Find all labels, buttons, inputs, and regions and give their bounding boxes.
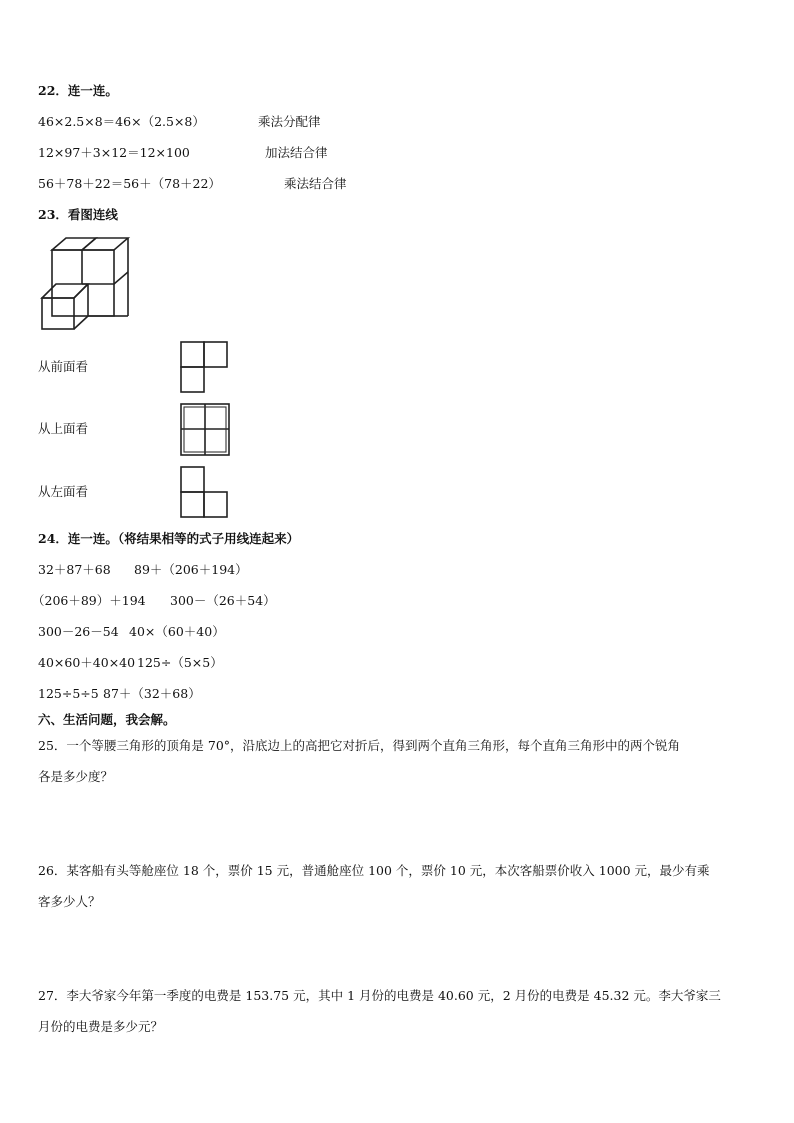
- q22-law-1: 乘法分配律: [258, 114, 321, 129]
- view-label-front: 从前面看: [38, 359, 89, 374]
- question-27-line-2: 月份的电费是多少元？: [38, 1019, 164, 1034]
- question-23-title: 23．看图连线: [38, 207, 118, 222]
- left-view-shape-icon: [180, 466, 230, 518]
- q22-expression-3: 56＋78＋22＝56＋（78＋22）: [38, 176, 221, 191]
- q24-left-4: 40×60＋40×40: [38, 655, 136, 670]
- question-22-title: 22．连一连。: [38, 83, 118, 98]
- question-26-line-1: 26．某客船有头等舱座位 18 个，票价 15 元，普通舱座位 100 个，票价 10 元，本次客船票价收入 1000 元，最少有乘: [38, 863, 710, 878]
- q24-right-4: 125÷（5×5）: [137, 655, 223, 670]
- question-26-line-2: 客多少人？: [38, 894, 101, 909]
- q24-left-3: 300－26－54: [38, 624, 119, 639]
- q24-left-5: 125÷5÷5: [38, 686, 99, 701]
- q24-left-2: （206＋89）＋194: [32, 593, 146, 608]
- q22-law-2: 加法结合律: [265, 145, 328, 160]
- view-label-left: 从左面看: [38, 484, 89, 499]
- q22-expression-1: 46×2.5×8＝46×（2.5×8）: [38, 114, 205, 129]
- question-24-title: 24．连一连。（将结果相等的式子用线连起来）: [38, 531, 300, 546]
- front-view-shape-icon: [180, 341, 230, 393]
- question-25-line-2: 各是多少度？: [38, 769, 114, 784]
- view-label-top: 从上面看: [38, 421, 89, 436]
- q24-right-2: 300－（26＋54）: [170, 593, 276, 608]
- q24-right-3: 40×（60＋40）: [129, 624, 225, 639]
- top-view-shape-icon: [180, 403, 232, 457]
- question-25-line-1: 25．一个等腰三角形的顶角是 70°，沿底边上的高把它对折后，得到两个直角三角形，每个直角三角形中的两个锐角: [38, 738, 681, 753]
- q22-law-3: 乘法结合律: [284, 176, 347, 191]
- q24-right-5: 87＋（32＋68）: [103, 686, 201, 701]
- q24-right-1: 89＋（206＋194）: [134, 562, 248, 577]
- question-27-line-1: 27．李大爷家今年第一季度的电费是 153.75 元，其中 1 月份的电费是 40.60 元，2 月份的电费是 45.32 元。李大爷家三: [38, 988, 721, 1003]
- q24-left-1: 32＋87＋68: [38, 562, 111, 577]
- cube-stack-figure-icon: [38, 236, 130, 331]
- section-6-title: 六、生活问题，我会解。: [38, 712, 176, 727]
- q22-expression-2: 12×97＋3×12＝12×100: [38, 145, 190, 160]
